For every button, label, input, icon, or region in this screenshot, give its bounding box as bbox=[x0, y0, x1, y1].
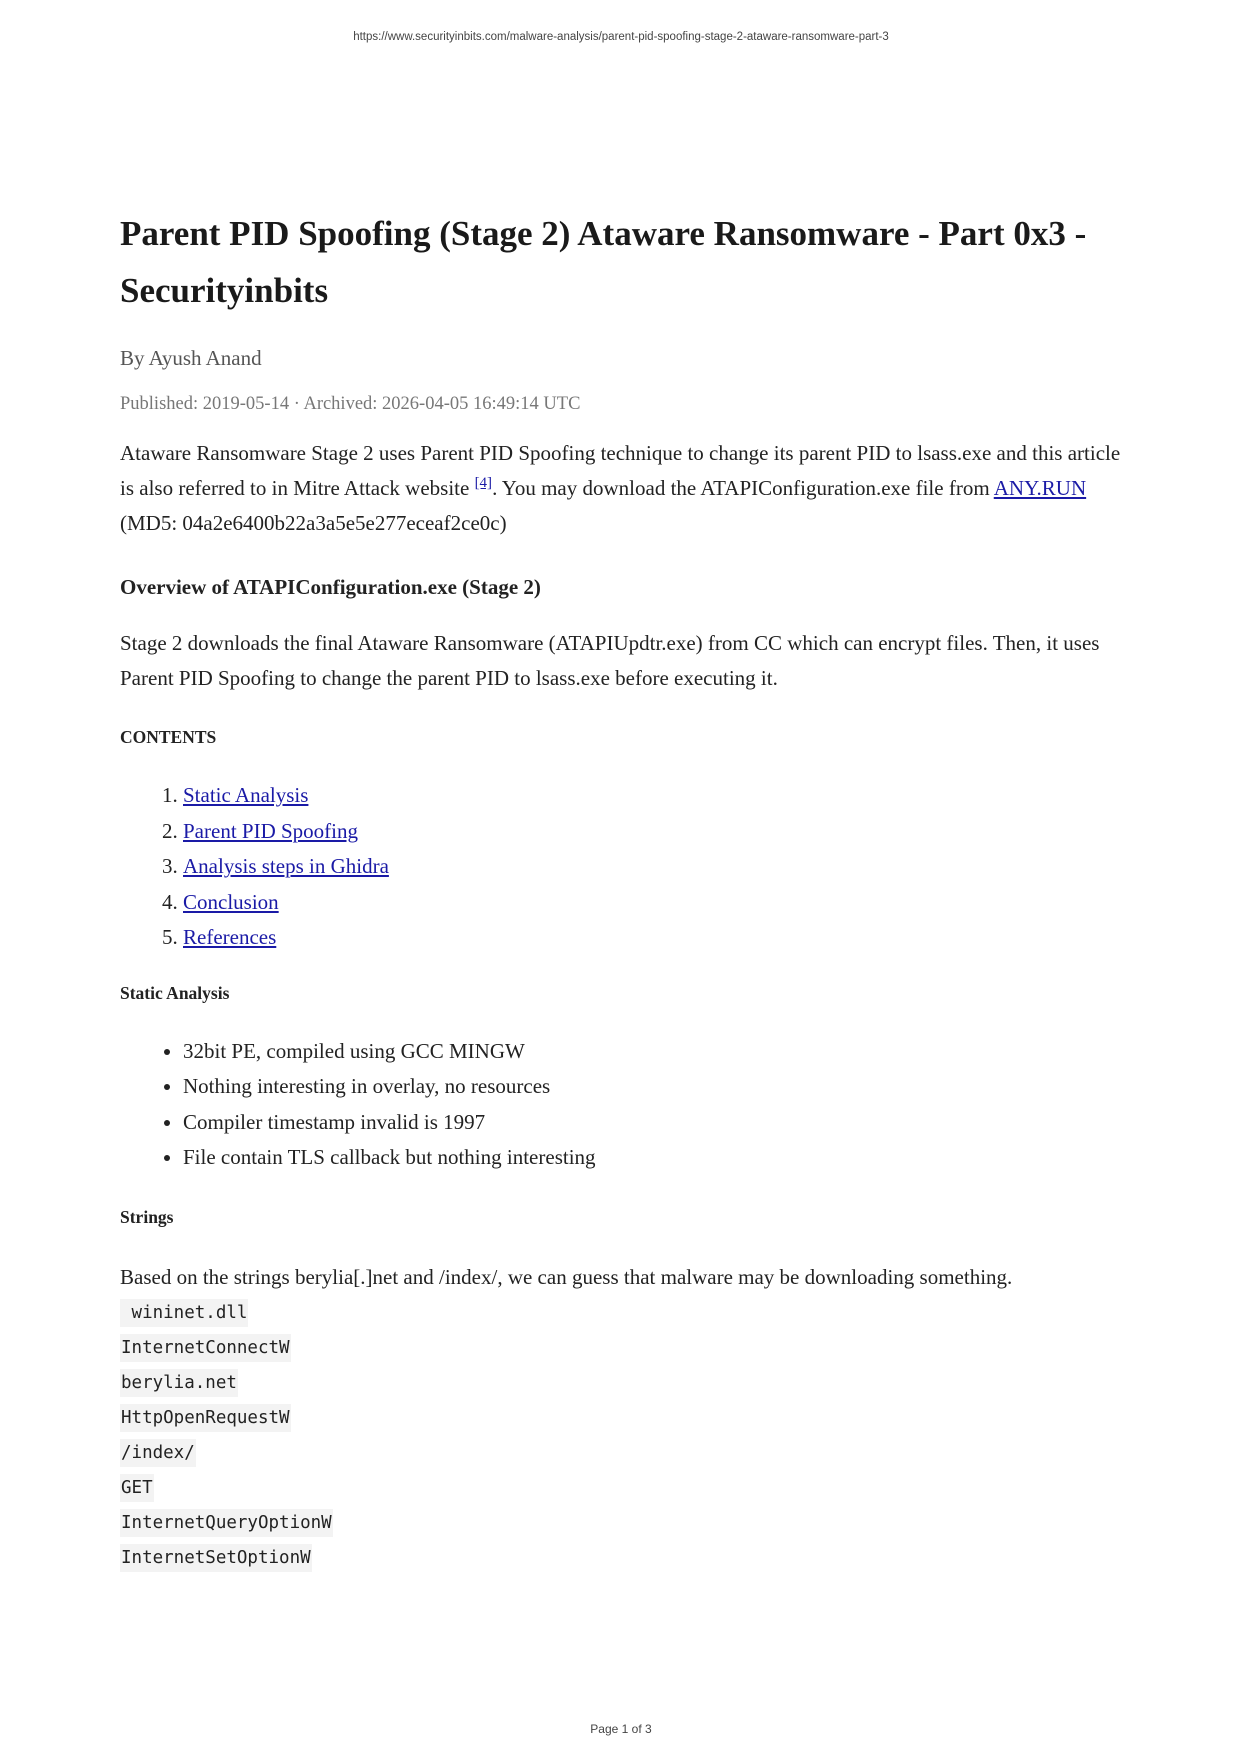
contents-item bbox=[183, 885, 1125, 921]
article-author: By Ayush Anand bbox=[120, 346, 262, 370]
overview-heading: Overview of ATAPIConfiguration.exe (Stage 2) bbox=[120, 575, 541, 599]
article bbox=[120, 205, 1125, 1576]
page-url: https://www.securityinbits.com/malware-analysis/parent-pid-spoofing-stage-2-ataware-ransomware-part-3 bbox=[353, 31, 889, 43]
intro-text-3: (MD5: 04a2e6400b22a3a5e5e277eceaf2ce0c) bbox=[120, 511, 507, 535]
strings-heading: Strings bbox=[120, 1206, 174, 1227]
toc-link-conclusion[interactable]: Conclusion bbox=[183, 889, 279, 914]
intro-text-1: Ataware Ransomware Stage 2 uses Parent PID Spoofing technique to change its parent PID to lsass.exe and this article is also referred to in Mitre Attack website bbox=[120, 441, 1121, 500]
intro-paragraph bbox=[120, 436, 1125, 541]
intro-text-2: . You may download the ATAPIConfiguration.exe file from bbox=[492, 476, 994, 500]
strings-code-block bbox=[120, 1296, 1125, 1576]
code-string: HttpOpenRequestW bbox=[120, 1404, 291, 1432]
list-item: • 32bit PE, compiled using GCC MINGW bbox=[183, 1034, 1125, 1070]
toc-link-references[interactable]: References bbox=[183, 925, 277, 949]
anyrun-link[interactable]: ANY.RUN bbox=[993, 476, 1087, 500]
code-string: berylia.net bbox=[120, 1369, 238, 1397]
overview-paragraph: Stage 2 downloads the final Ataware Ransomware (ATAPIUpdtr.exe) from CC which can encrypt files. Then, it uses Parent PID Spoofing to change the parent PID to lsass.exe before executing it. bbox=[120, 631, 1100, 690]
contents-item bbox=[183, 778, 1125, 814]
toc-link-parent-pid-spoofing[interactable]: Parent PID Spoofing bbox=[183, 818, 358, 843]
static-analysis-heading: Static Analysis bbox=[120, 982, 230, 1003]
contents-item bbox=[183, 849, 1125, 885]
page-number: Page 1 of 3 bbox=[590, 1722, 652, 1736]
toc-link-analysis-steps[interactable]: Analysis steps in Ghidra bbox=[183, 854, 389, 878]
reference-link-4[interactable]: [4] bbox=[474, 475, 493, 491]
contents-item bbox=[183, 814, 1125, 850]
contents-item bbox=[183, 920, 1125, 956]
contents-heading: CONTENTS bbox=[120, 727, 217, 747]
list-item: • File contain TLS callback but nothing interesting bbox=[183, 1140, 1125, 1176]
contents-list bbox=[120, 778, 1125, 956]
toc-link-static-analysis[interactable]: Static Analysis bbox=[183, 783, 309, 807]
article-title: Parent PID Spoofing (Stage 2) Ataware Ransomware - Part 0x3 - Securityinbits bbox=[120, 214, 1087, 310]
code-string: /index/ bbox=[120, 1439, 196, 1467]
article-meta: Published: 2019-05-14 · Archived: 2026-04-05 16:49:14 UTC bbox=[120, 394, 581, 414]
static-analysis-list bbox=[120, 1034, 1125, 1176]
list-item: • Compiler timestamp invalid is 1997 bbox=[183, 1105, 1125, 1141]
code-string: wininet.dll bbox=[120, 1299, 248, 1327]
list-item: • Nothing interesting in overlay, no resources bbox=[183, 1069, 1125, 1105]
code-string: InternetSetOptionW bbox=[120, 1544, 312, 1572]
code-string: GET bbox=[120, 1474, 154, 1502]
code-string: InternetConnectW bbox=[120, 1334, 291, 1362]
code-string: InternetQueryOptionW bbox=[120, 1509, 333, 1537]
strings-paragraph: Based on the strings berylia[.]net and /index/, we can guess that malware may be downloading something. bbox=[120, 1264, 1013, 1289]
